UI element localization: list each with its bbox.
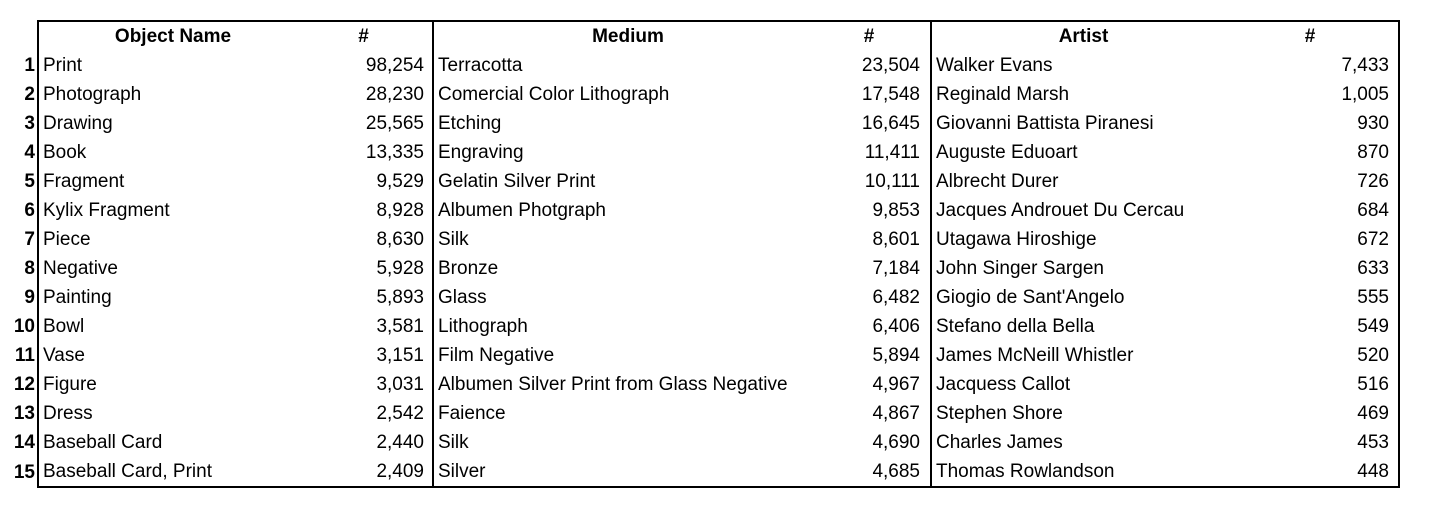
object-count-cell: 2,542 bbox=[303, 399, 433, 428]
object-name-cell: Print bbox=[38, 51, 303, 80]
object-count-cell: 3,581 bbox=[303, 312, 433, 341]
object-count-cell: 8,630 bbox=[303, 225, 433, 254]
artist-count-cell: 7,433 bbox=[1231, 51, 1399, 80]
row-number-header bbox=[0, 21, 38, 51]
object-count-cell: 2,440 bbox=[303, 428, 433, 457]
row-number: 9 bbox=[24, 287, 35, 308]
medium-cell: Terracotta bbox=[438, 55, 523, 76]
medium-count-cell: 16,645 bbox=[818, 109, 931, 138]
medium-cell: Comercial Color Lithograph bbox=[438, 84, 670, 105]
object-count-cell: 3,151 bbox=[303, 341, 433, 370]
artist-count-cell: 633 bbox=[1231, 254, 1399, 283]
object-count-cell: 9,529 bbox=[303, 167, 433, 196]
table-row bbox=[0, 254, 1399, 283]
table-row bbox=[0, 80, 1399, 109]
table-row bbox=[0, 225, 1399, 254]
medium-cell: Engraving bbox=[438, 142, 524, 163]
object-name-cell: Vase bbox=[38, 341, 303, 370]
table-body bbox=[0, 51, 1399, 487]
medium-count-cell: 6,482 bbox=[818, 283, 931, 312]
artist-cell: Jacques Androuet Du Cercau bbox=[936, 200, 1185, 221]
object-count-cell: 98,254 bbox=[303, 51, 433, 80]
object-name-cell: Baseball Card bbox=[38, 428, 303, 457]
artist-count-cell: 469 bbox=[1231, 399, 1399, 428]
header-row bbox=[0, 21, 1399, 51]
object-count-cell: 5,893 bbox=[303, 283, 433, 312]
artist-count-cell: 549 bbox=[1231, 312, 1399, 341]
medium-count-cell: 8,601 bbox=[818, 225, 931, 254]
artist-count-cell: 1,005 bbox=[1231, 80, 1399, 109]
object-count-cell: 5,928 bbox=[303, 254, 433, 283]
medium-cell: Glass bbox=[438, 287, 487, 308]
medium-count-cell: 4,690 bbox=[818, 428, 931, 457]
table-row bbox=[0, 399, 1399, 428]
medium-count-cell: 4,685 bbox=[818, 457, 931, 487]
top-collections-table-wrapper bbox=[0, 20, 1400, 488]
table-row bbox=[0, 138, 1399, 167]
table-row bbox=[0, 370, 1399, 399]
object-name-cell: Negative bbox=[38, 254, 303, 283]
table-row bbox=[0, 109, 1399, 138]
object-count-header: # bbox=[303, 21, 433, 51]
table-row bbox=[0, 428, 1399, 457]
medium-cell: Lithograph bbox=[438, 316, 528, 337]
medium-cell: Etching bbox=[438, 113, 502, 134]
artist-cell: Walker Evans bbox=[936, 55, 1053, 76]
medium-count-cell: 9,853 bbox=[818, 196, 931, 225]
artist-cell: John Singer Sargen bbox=[936, 258, 1104, 279]
object-count-cell: 2,409 bbox=[303, 457, 433, 487]
medium-count-cell: 23,504 bbox=[818, 51, 931, 80]
table-row bbox=[0, 341, 1399, 370]
medium-count-header: # bbox=[818, 21, 931, 51]
row-number: 10 bbox=[13, 316, 35, 337]
artist-cell: James McNeill Whistler bbox=[936, 345, 1134, 366]
artist-cell: Charles James bbox=[936, 432, 1063, 453]
table-row bbox=[0, 167, 1399, 196]
table-row bbox=[0, 457, 1399, 487]
artist-count-cell: 870 bbox=[1231, 138, 1399, 167]
object-count-cell: 3,031 bbox=[303, 370, 433, 399]
object-name-cell: Baseball Card, Print bbox=[38, 457, 303, 487]
artist-count-cell: 672 bbox=[1231, 225, 1399, 254]
row-number: 6 bbox=[24, 200, 35, 221]
medium-cell: Film Negative bbox=[438, 345, 555, 366]
artist-count-cell: 516 bbox=[1231, 370, 1399, 399]
medium-cell: Silk bbox=[438, 432, 469, 453]
medium-count-cell: 11,411 bbox=[818, 138, 931, 167]
artist-count-cell: 453 bbox=[1231, 428, 1399, 457]
artist-cell: Auguste Eduoart bbox=[936, 142, 1078, 163]
medium-cell: Faience bbox=[438, 403, 506, 424]
artist-cell: Giogio de Sant'Angelo bbox=[936, 287, 1125, 308]
artist-count-cell: 555 bbox=[1231, 283, 1399, 312]
row-number: 7 bbox=[24, 229, 35, 250]
artist-count-cell: 684 bbox=[1231, 196, 1399, 225]
medium-cell: Silver bbox=[433, 457, 818, 487]
artist-count-cell: 726 bbox=[1231, 167, 1399, 196]
medium-count-cell: 4,967 bbox=[818, 370, 931, 399]
artist-header: Artist bbox=[931, 21, 1231, 51]
medium-cell: Silk bbox=[438, 229, 469, 250]
artist-cell: Utagawa Hiroshige bbox=[936, 229, 1097, 250]
artist-cell: Albrecht Durer bbox=[936, 171, 1059, 192]
row-number: 13 bbox=[13, 403, 35, 424]
row-number: 3 bbox=[24, 113, 35, 134]
artist-cell: Stephen Shore bbox=[936, 403, 1063, 424]
row-number: 14 bbox=[13, 432, 35, 453]
table-row bbox=[0, 196, 1399, 225]
medium-header: Medium bbox=[433, 21, 818, 51]
medium-count-cell: 4,867 bbox=[818, 399, 931, 428]
object-name-cell: Figure bbox=[38, 370, 303, 399]
row-number: 5 bbox=[24, 171, 35, 192]
object-name-header: Object Name bbox=[38, 21, 303, 51]
object-name-cell: Piece bbox=[38, 225, 303, 254]
artist-cell: Giovanni Battista Piranesi bbox=[936, 113, 1154, 134]
artist-cell: Thomas Rowlandson bbox=[931, 457, 1231, 487]
medium-count-cell: 7,184 bbox=[818, 254, 931, 283]
object-count-cell: 28,230 bbox=[303, 80, 433, 109]
artist-count-cell: 448 bbox=[1231, 457, 1399, 487]
medium-count-cell: 17,548 bbox=[818, 80, 931, 109]
row-number: 2 bbox=[24, 84, 35, 105]
artist-cell: Reginald Marsh bbox=[936, 84, 1070, 105]
medium-cell: Albumen Photgraph bbox=[438, 200, 606, 221]
row-number: 8 bbox=[24, 258, 35, 279]
medium-cell: Gelatin Silver Print bbox=[438, 171, 596, 192]
medium-cell: Bronze bbox=[438, 258, 499, 279]
object-name-cell: Painting bbox=[38, 283, 303, 312]
medium-cell: Albumen Silver Print from Glass Negative bbox=[438, 374, 788, 395]
artist-cell: Jacquess Callot bbox=[936, 374, 1071, 395]
row-number: 4 bbox=[24, 142, 35, 163]
artist-count-cell: 930 bbox=[1231, 109, 1399, 138]
artist-count-header: # bbox=[1231, 21, 1399, 51]
object-name-cell: Fragment bbox=[38, 167, 303, 196]
row-number: 12 bbox=[13, 374, 35, 395]
row-number: 1 bbox=[24, 55, 35, 76]
object-count-cell: 13,335 bbox=[303, 138, 433, 167]
top-collections-table bbox=[0, 20, 1400, 488]
object-count-cell: 25,565 bbox=[303, 109, 433, 138]
object-name-cell: Drawing bbox=[38, 109, 303, 138]
object-count-cell: 8,928 bbox=[303, 196, 433, 225]
object-name-cell: Book bbox=[38, 138, 303, 167]
medium-count-cell: 5,894 bbox=[818, 341, 931, 370]
medium-count-cell: 10,111 bbox=[818, 167, 931, 196]
object-name-cell: Bowl bbox=[38, 312, 303, 341]
row-number: 11 bbox=[14, 345, 35, 366]
row-number: 15 bbox=[13, 461, 35, 483]
object-name-cell: Dress bbox=[38, 399, 303, 428]
table-row bbox=[0, 51, 1399, 80]
medium-count-cell: 6,406 bbox=[818, 312, 931, 341]
artist-count-cell: 520 bbox=[1231, 341, 1399, 370]
table-row bbox=[0, 283, 1399, 312]
table-row bbox=[0, 312, 1399, 341]
object-name-cell: Photograph bbox=[38, 80, 303, 109]
artist-cell: Stefano della Bella bbox=[936, 316, 1095, 337]
object-name-cell: Kylix Fragment bbox=[38, 196, 303, 225]
